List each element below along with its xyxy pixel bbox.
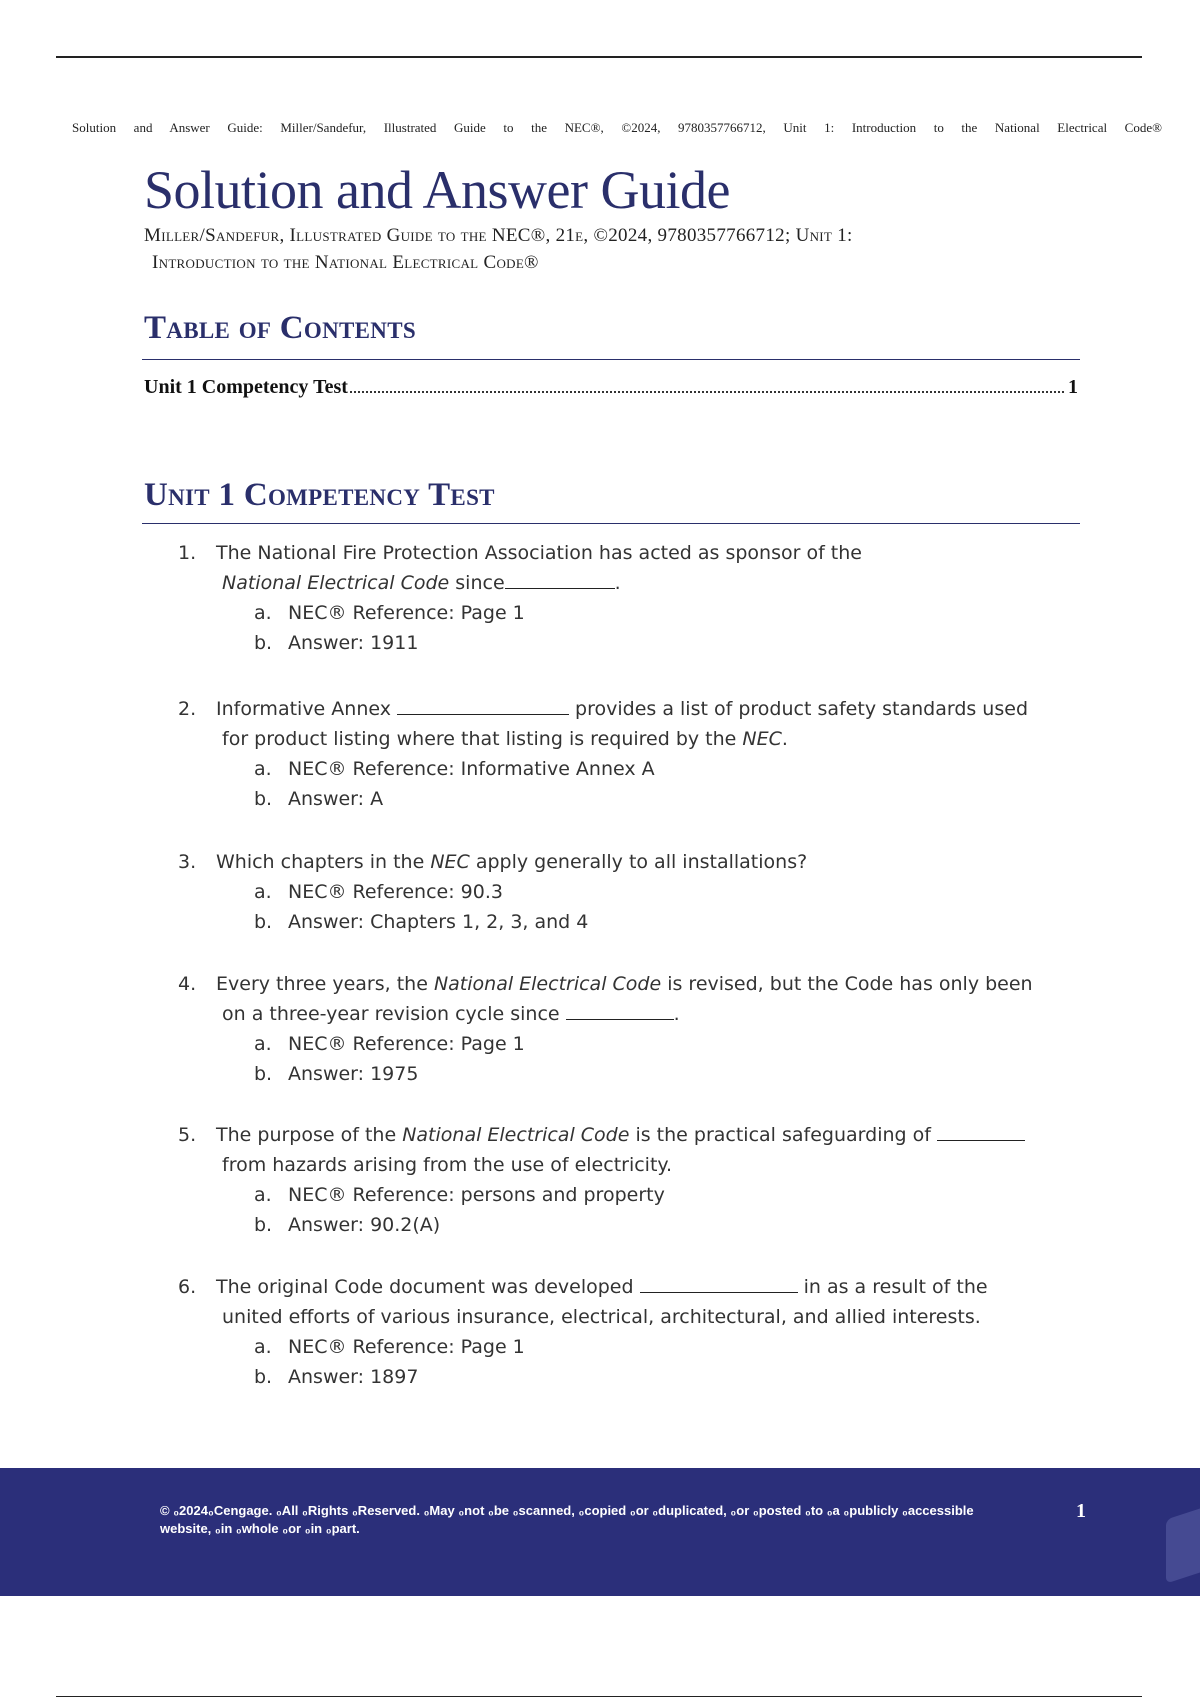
answer-item: b. Answer: 1897 [254, 1366, 419, 1388]
reference-item: a. NEC® Reference: Page 1 [254, 1033, 525, 1055]
answer-blank [397, 694, 569, 715]
toc-entry-unit-1[interactable] [144, 376, 1078, 399]
question-text: Which chapters in the NEC apply generally to all installations? [216, 851, 808, 873]
answer-item: b. Answer: 1975 [254, 1063, 419, 1085]
question-text: The National Fire Protection Association has acted as sponsor of the National Electrical Code since . [216, 542, 862, 594]
question-number: 4. [178, 973, 197, 995]
running-header: Solution and Answer Guide: Miller/Sandefur, Illustrated Guide to the NEC®, ©2024, 9780357766712, Unit 1: Introduction to the National Electrical Code® [72, 120, 1162, 135]
answer-item: b. Answer: A [254, 788, 384, 810]
subtitle-line-2: Introduction to the National Electrical Code® [152, 252, 539, 273]
question-text: Informative Annex provides a list of product safety standards used for product listing where that listing is required by the NEC. [216, 694, 1082, 754]
toc-rule [142, 359, 1080, 360]
question-5 [178, 1120, 1082, 1240]
question-1 [178, 538, 1082, 658]
page-number: 1 [1076, 1500, 1086, 1522]
reference-item: a. NEC® Reference: Page 1 [254, 602, 525, 624]
answer-blank [937, 1120, 1025, 1141]
toc-leader-dots [350, 391, 1064, 393]
question-4 [178, 969, 1082, 1089]
question-number: 2. [178, 698, 197, 720]
unit-rule [142, 523, 1080, 524]
unit-heading: Unit 1 Competency Test [144, 477, 495, 513]
reference-item: a. NEC® Reference: Informative Annex A [254, 758, 655, 780]
question-text: Every three years, the National Electrical Code is revised, but the Code has only been on a three-year revision cycle since . [216, 973, 1033, 1025]
answer-blank [505, 568, 615, 589]
toc-entry-page: 1 [1068, 376, 1078, 398]
answer-item: b. Answer: 90.2(A) [254, 1214, 441, 1236]
question-number: 5. [178, 1124, 197, 1146]
footer-band [0, 1468, 1200, 1596]
copyright-notice: © ₀2024₀Cengage. ₀All ₀Rights ₀Reserved. ₀May ₀not ₀be ₀scanned, ₀copied ₀or ₀duplicated, ₀or ₀posted ₀to ₀a ₀publicly ₀accessible website, ₀in ₀whole ₀or ₀in ₀part. [160, 1503, 974, 1536]
page-curl-tab [1166, 1508, 1200, 1583]
document-subtitle [144, 222, 1084, 276]
answer-item: b. Answer: 1911 [254, 632, 419, 654]
bottom-rule [56, 1696, 1142, 1697]
question-number: 3. [178, 851, 197, 873]
question-2 [178, 694, 1082, 814]
question-number: 6. [178, 1276, 197, 1298]
answer-blank [640, 1272, 798, 1293]
toc-entry-label: Unit 1 Competency Test [144, 376, 348, 398]
toc-heading: Table of Contents [144, 310, 416, 346]
reference-item: a. NEC® Reference: 90.3 [254, 881, 503, 903]
question-3 [178, 847, 1082, 937]
question-6 [178, 1272, 1082, 1392]
top-rule [56, 56, 1142, 58]
answer-blank [566, 999, 674, 1020]
reference-item: a. NEC® Reference: Page 1 [254, 1336, 525, 1358]
subtitle-line-1: Miller/Sandefur, Illustrated Guide to the NEC®, 21e, ©2024, 9780357766712; Unit 1: [144, 225, 853, 246]
question-text: The original Code document was developed in as a result of the united efforts of various insurance, electrical, architectural, and allied interests. [216, 1272, 1082, 1332]
question-text: The purpose of the National Electrical Code is the practical safeguarding of from hazards arising from the use of electricity. [216, 1120, 1082, 1180]
document-title: Solution and Answer Guide [144, 160, 730, 220]
reference-item: a. NEC® Reference: persons and property [254, 1184, 665, 1206]
question-number: 1. [178, 542, 197, 564]
answer-item: b. Answer: Chapters 1, 2, 3, and 4 [254, 911, 589, 933]
